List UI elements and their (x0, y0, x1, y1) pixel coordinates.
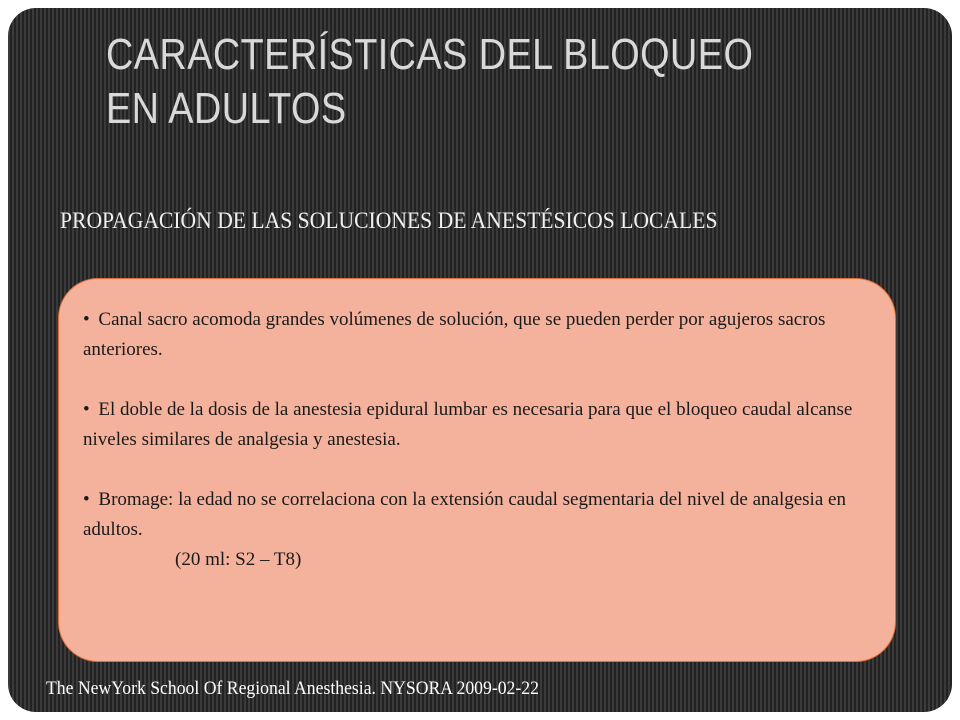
slide (8, 8, 952, 712)
content-box (58, 278, 896, 662)
slide-footer: The NewYork School Of Regional Anesthesia. NYSORA 2009-02-22 (46, 678, 539, 699)
bullet-item (83, 305, 873, 365)
slide-title: CARACTERÍSTICAS DEL BLOQUEO EN ADULTOS (106, 30, 754, 133)
bullet-item (83, 395, 873, 455)
bullet-icon: • (83, 309, 90, 330)
bullet-list (83, 305, 873, 575)
slide-subtitle: PROPAGACIÓN DE LAS SOLUCIONES DE ANESTÉSICOS LOCALES (60, 208, 718, 233)
bullet-text: Bromage: la edad no se correlaciona con la extensión caudal segmentaria del nivel de analgesia en adultos. (83, 489, 846, 540)
bullet-icon: • (83, 489, 90, 510)
bullet-text: Canal sacro acomoda grandes volúmenes de solución, que se pueden perder por agujeros sacros anteriores. (83, 309, 826, 360)
bullet-text: El doble de la dosis de la anestesia epidural lumbar es necesaria para que el bloqueo caudal alcanse niveles similares de analgesia y anestesia. (83, 399, 853, 450)
dosage-note: (20 ml: S2 – T8) (175, 549, 302, 570)
bullet-icon: • (83, 399, 90, 420)
bullet-item (83, 485, 873, 575)
